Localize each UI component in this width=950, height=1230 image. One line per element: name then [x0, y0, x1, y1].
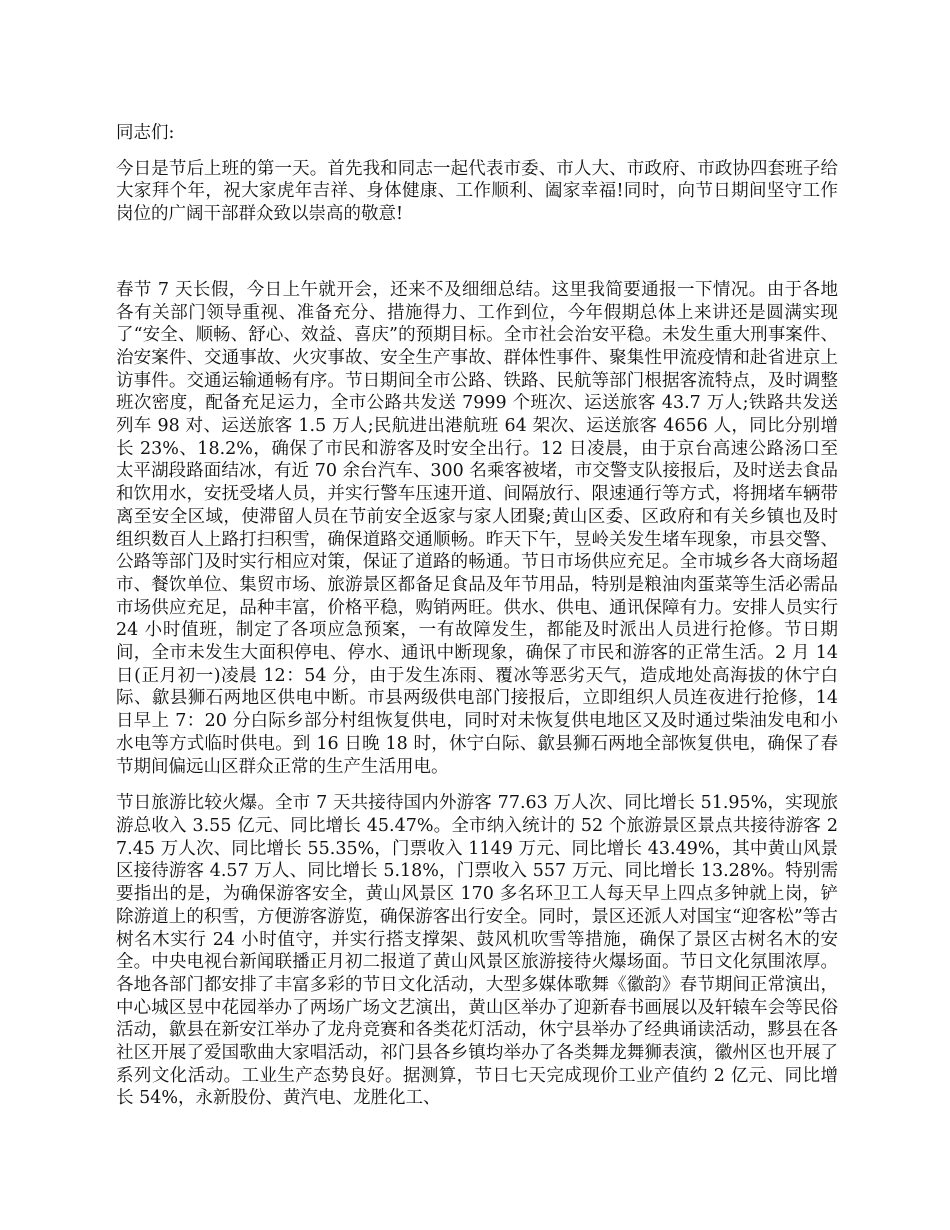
- salutation: 同志们:: [116, 123, 175, 143]
- paragraph-tourism-report: 节日旅游比较火爆。全市 7 天共接待国内外游客 77.63 万人次、同比增长 51.95%，实现旅游总收入 3.55 亿元、同比增长 45.47%。全市纳入统计的 52 个旅游景区景点共接待游客 27.45 万人次、同比增长 55.35%，门票收入 1149 万元、同比增长 43.49%，其中黄山风景区接待游客 4.57 万人、同比增长 5.18%，门票收入 557 万元、同比增长 13.28%。特别需要指出的是，为确保游客安全，黄山风景区 170 多名环卫工人每天早上四点多钟就上岗，铲除游道上的积雪，方便游客游览，确保游客出行安全。同时，景区还派人对国宝“迎客松”等古树名木实行 24 小时值守，并实行搭支撑架、鼓风机吹雪等措施，确保了景区古树名木的安全。中央电视台新闻联播正月初二报道了黄山风景区旅游接待火爆场面。节日文化氛围浓厚。各地各部门都安排了丰富多彩的节日文化活动，大型多媒体歌舞《徽韵》春节期间正常演出，中心城区昱中花园举办了两场广场文艺演出，黄山区举办了迎新春书画展以及轩辕车会等民俗活动，歙县在新安江举办了龙舟竞赛和各类花灯活动，休宁县举办了经典诵读活动，黟县在各社区开展了爱国歌曲大家唱活动，祁门县各乡镇均举办了各类舞龙舞狮表演，徽州区也开展了系列文化活动。工业生产态势良好。据测算，节日七天完成现价工业产值约 2 亿元、同比增长 54%，永新股份、黄汽电、龙胜化工、: [116, 793, 838, 1109]
- document-body: [116, 122, 838, 1110]
- paragraph-holiday-report: 春节 7 天长假，今日上午就开会，还来不及细细总结。这里我简要通报一下情况。由于各地各有关部门领导重视、准备充分、措施得力、工作到位，今年假期总体上来讲还是圆满实现了“安全、顺畅、舒心、效益、喜庆”的预期目标。全市社会治安平稳。未发生重大刑事案件、治安案件、交通事故、火灾事故、安全生产事故、群体性事件、聚集性甲流疫情和赴省进京上访事件。交通运输通畅有序。节日期间全市公路、铁路、民航等部门根据客流特点，及时调整班次密度，配备充足运力，全市公路共发送 7999 个班次、运送旅客 43.7 万人;铁路共发送列车 98 对、运送旅客 1.5 万人;民航进出港航班 64 架次、运送旅客 4656 人，同比分别增长 23%、18.2%，确保了市民和游客及时安全出行。12 日凌晨，由于京台高速公路汤口至太平湖段路面结冰，有近 70 余台汽车、300 名乘客被堵，市交警支队接报后，及时送去食品和饮用水，安抚受堵人员，并实行警车压速开道、间隔放行、限速通行等方式，将拥堵车辆带离至安全区域，使滞留人员在节前安全返家与家人团聚;黄山区委、区政府和有关乡镇也及时组织数百人上路打扫积雪，确保道路交通顺畅。昨天下午，昱岭关发生堵车现象，市县交警、公路等部门及时实行相应对策，保证了道路的畅通。节日市场供应充足。全市城乡各大商场超市、餐饮单位、集贸市场、旅游景区都备足食品及年节用品，特别是粮油肉蛋菜等生活必需品市场供应充足，品种丰富，价格平稳，购销两旺。供水、供电、通讯保障有力。安排人员实行 24 小时值班，制定了各项应急预案，一有故障发生，都能及时派出人员进行抢修。节日期间，全市未发生大面积停电、停水、通讯中断现象，确保了市民和游客的正常生活。2 月 14 日(正月初一)凌晨 12：54 分，由于发生冻雨、覆冰等恶劣天气，造成地处高海拔的休宁白际、歙县狮石两地区供电中断。市县两级供电部门接报后，立即组织人员连夜进行抢修，14 日早上 7：20 分白际乡部分村组恢复供电，同时对未恢复供电地区又及时通过柴油发电和小水电等方式临时供电。到 16 日晚 18 时，休宁白际、歙县狮石两地全部恢复供电，确保了春节期间偏远山区群众正常的生产生活用电。: [116, 279, 838, 777]
- paragraph-greeting: 今日是节后上班的第一天。首先我和同志一起代表市委、市人大、市政府、市政协四套班子给大家拜个年，祝大家虎年吉祥、身体健康、工作顺利、阖家幸福!同时，向节日期间坚守工作岗位的广阔干部群众致以崇高的敬意!: [116, 158, 838, 225]
